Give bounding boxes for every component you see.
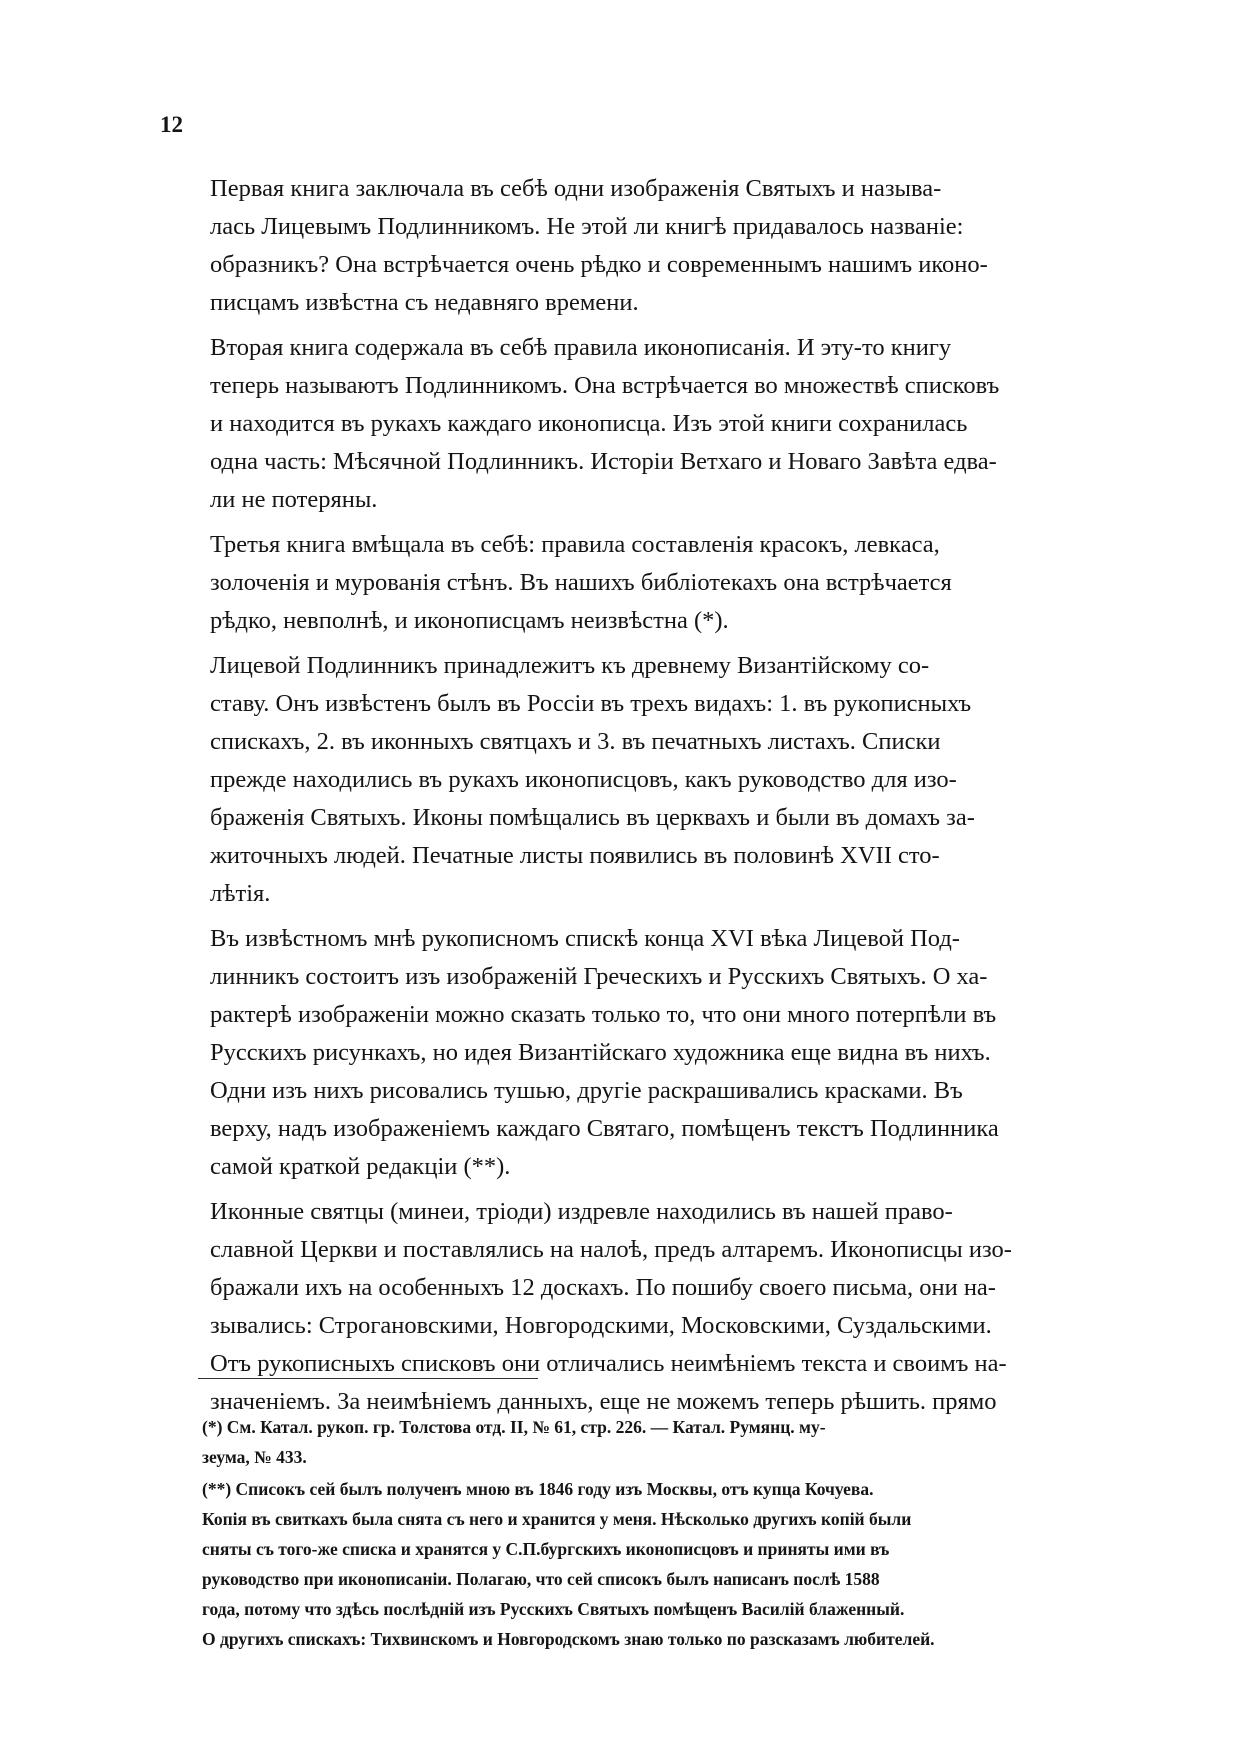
footnote-line: года, потому что здѣсь послѣдній изъ Русскихъ Святыхъ помѣщенъ Василій блаженный. <box>202 1599 905 1619</box>
text-line: самой краткой редакціи (**). <box>210 1153 511 1180</box>
paragraph <box>196 170 1096 322</box>
footnote-line: (**) Списокъ сей былъ полученъ мною въ 1846 году изъ Москвы, отъ купца Кочуева. <box>202 1479 874 1499</box>
footnote-line: О другихъ спискахъ: Тихвинскомъ и Новгородскомъ знаю только по разсказамъ любителей. <box>202 1629 935 1649</box>
text-line: житочныхъ людей. Печатные листы появились въ половинѣ XVII сто- <box>210 842 940 869</box>
text-line: верху, надъ изображеніемъ каждаго Святаго, помѣщенъ текстъ Подлинника <box>210 1115 999 1142</box>
text-line: писцамъ извѣстна съ недавняго времени. <box>210 289 639 316</box>
text-line: Отъ рукописныхъ списковъ они отличались неимѣніемъ текста и своимъ на- <box>210 1350 1007 1377</box>
text-line: зывались: Строгановскими, Новгородскими, Московскими, Суздальскими. <box>210 1312 992 1339</box>
footnote <box>190 1474 1095 1654</box>
text-line: Въ извѣстномъ мнѣ рукописномъ спискѣ конца XVI вѣка Лицевой Под- <box>210 925 960 952</box>
text-line: Первая книга заключала въ себѣ одни изображенія Святыхъ и называ- <box>210 175 942 202</box>
text-line: линникъ состоитъ изъ изображеній Греческихъ и Русскихъ Святыхъ. О ха- <box>210 963 988 990</box>
text-line: Иконные святцы (минеи, тріоди) издревле находились въ нашей право- <box>210 1198 953 1225</box>
paragraph <box>196 329 1096 519</box>
footnotes <box>190 1412 1095 1656</box>
text-line: образникъ? Она встрѣчается очень рѣдко и современнымъ нашимъ иконо- <box>210 251 988 278</box>
footnote-line: зеума, № 433. <box>202 1447 307 1467</box>
text-line: прежде находились въ рукахъ иконописцовъ, какъ руководство для изо- <box>210 766 957 793</box>
text-line: одна часть: Мѣсячной Подлинникъ. Исторіи Ветхаго и Новаго Завѣта едва- <box>210 448 997 475</box>
text-line: браженія Святыхъ. Иконы помѣщались въ церквахъ и были въ домахъ за- <box>210 804 975 831</box>
text-line: Русскихъ рисункахъ, но идея Византійскаго художника еще видна въ нихъ. <box>210 1039 991 1066</box>
footnote-line: Копія въ свиткахъ была снята съ него и хранится у меня. Нѣсколько другихъ копій были <box>202 1509 912 1529</box>
footnote-line: сняты съ того-же списка и хранятся у С.П.бургскихъ иконописцовъ и приняты ими въ <box>202 1539 890 1559</box>
text-line: теперь называютъ Подлинникомъ. Она встрѣчается во множествѣ списковъ <box>210 372 1000 399</box>
paragraph <box>196 647 1096 913</box>
text-line: ставу. Онъ извѣстенъ былъ въ Россіи въ трехъ видахъ: 1. въ рукописныхъ <box>210 690 972 717</box>
text-line: славной Церкви и поставлялись на налоѣ, предъ алтаремъ. Иконописцы изо- <box>210 1236 1012 1263</box>
text-line: бражали ихъ на особенныхъ 12 доскахъ. По пошибу своего письма, они на- <box>210 1274 996 1301</box>
text-line: Вторая книга содержала въ себѣ правила иконописанія. И эту-то книгу <box>210 334 952 361</box>
text-line: Третья книга вмѣщала въ себѣ: правила составленія красокъ, левкаса, <box>210 531 940 558</box>
footnote <box>190 1412 1095 1472</box>
footnote-line: руководство при иконописаніи. Полагаю, что сей списокъ былъ написанъ послѣ 1588 <box>202 1569 880 1589</box>
text-line: и находится въ рукахъ каждаго иконописца. Изъ этой книги сохранилась <box>210 410 968 437</box>
paragraph <box>196 920 1096 1186</box>
paragraph <box>196 1193 1096 1421</box>
body-text <box>196 170 1096 1421</box>
text-line: значеніемъ. За неимѣніемъ данныхъ, еще не можемъ теперь рѣшить. прямо <box>210 1388 997 1415</box>
text-line: Одни изъ нихъ рисовались тушью, другіе раскрашивались красками. Въ <box>210 1077 963 1104</box>
text-line: спискахъ, 2. въ иконныхъ святцахъ и 3. въ печатныхъ листахъ. Списки <box>210 728 941 755</box>
footnote-line: (*) См. Катал. рукоп. гр. Толстова отд. II, № 61, стр. 226. — Катал. Румянц. му- <box>202 1417 826 1437</box>
page-number: 12 <box>160 112 183 137</box>
paragraph <box>196 526 1096 640</box>
text-line: лѣтія. <box>210 880 271 907</box>
text-line: рѣдко, невполнѣ, и иконописцамъ неизвѣстна (*). <box>210 607 729 634</box>
text-line: ли не потеряны. <box>210 486 378 513</box>
text-line: Лицевой Подлинникъ принадлежитъ къ древнему Византійскому со- <box>210 652 930 679</box>
footnote-divider <box>198 1378 538 1379</box>
text-line: рактерѣ изображеніи можно сказать только то, что они много потерпѣли въ <box>210 1001 997 1028</box>
text-line: золоченія и мурованія стѣнъ. Въ нашихъ библіотекахъ она встрѣчается <box>210 569 952 596</box>
text-line: лась Лицевымъ Подлинникомъ. Не этой ли книгѣ придавалось названіе: <box>210 213 964 240</box>
